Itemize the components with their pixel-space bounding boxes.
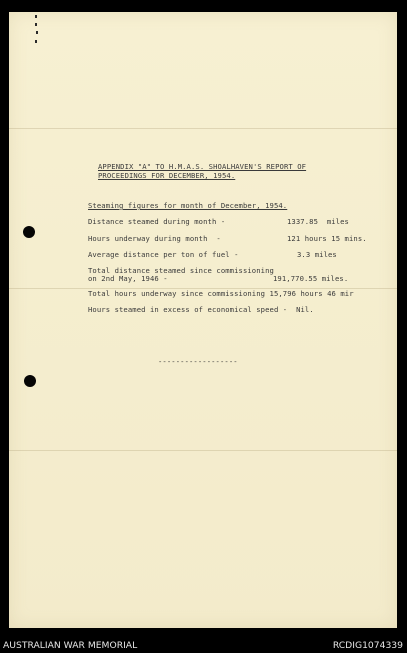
total-distance-value: 191,770.55 miles. xyxy=(273,274,349,283)
row-value-hours: 121 hours 15 mins. xyxy=(287,234,367,243)
fold-line xyxy=(9,450,397,451)
paper-sheet xyxy=(9,12,397,628)
appendix-title-line-2: PROCEEDINGS FOR DECEMBER, 1954. xyxy=(98,171,236,180)
archive-id: RCDIG1074339 xyxy=(332,640,403,651)
total-distance-line-2: on 2nd May, 1946 - xyxy=(88,274,168,283)
row-value-fuel: 3.3 miles xyxy=(297,250,337,259)
staple-mark xyxy=(35,23,37,26)
separator-line: ------------------ xyxy=(158,357,238,366)
excess-speed-line: Hours steamed in excess of economical speed - Nil. xyxy=(88,305,314,314)
total-distance-line-1: Total distance steamed since commissioning xyxy=(88,266,274,275)
punch-hole xyxy=(23,226,35,238)
punch-hole xyxy=(24,375,36,387)
staple-mark xyxy=(35,15,37,18)
appendix-title-line-1: APPENDIX "A" TO H.M.A.S. SHOALHAVEN'S REPORT OF xyxy=(98,162,307,171)
row-value-distance: 1337.85 miles xyxy=(287,217,349,226)
staple-mark xyxy=(35,40,37,43)
total-hours-line: Total hours underway since commissioning 15,796 hours 46 mir xyxy=(88,289,354,298)
staple-mark xyxy=(36,31,38,34)
section-heading: Steaming figures for month of December, 1954. xyxy=(88,201,288,210)
row-label-distance: Distance steamed during month - xyxy=(88,217,226,226)
row-label-fuel: Average distance per ton of fuel - xyxy=(88,250,239,259)
fold-line xyxy=(9,128,397,129)
row-label-hours: Hours underway during month - xyxy=(88,234,221,243)
archive-footer xyxy=(0,636,407,653)
archive-name: AUSTRALIAN WAR MEMORIAL xyxy=(3,640,138,651)
